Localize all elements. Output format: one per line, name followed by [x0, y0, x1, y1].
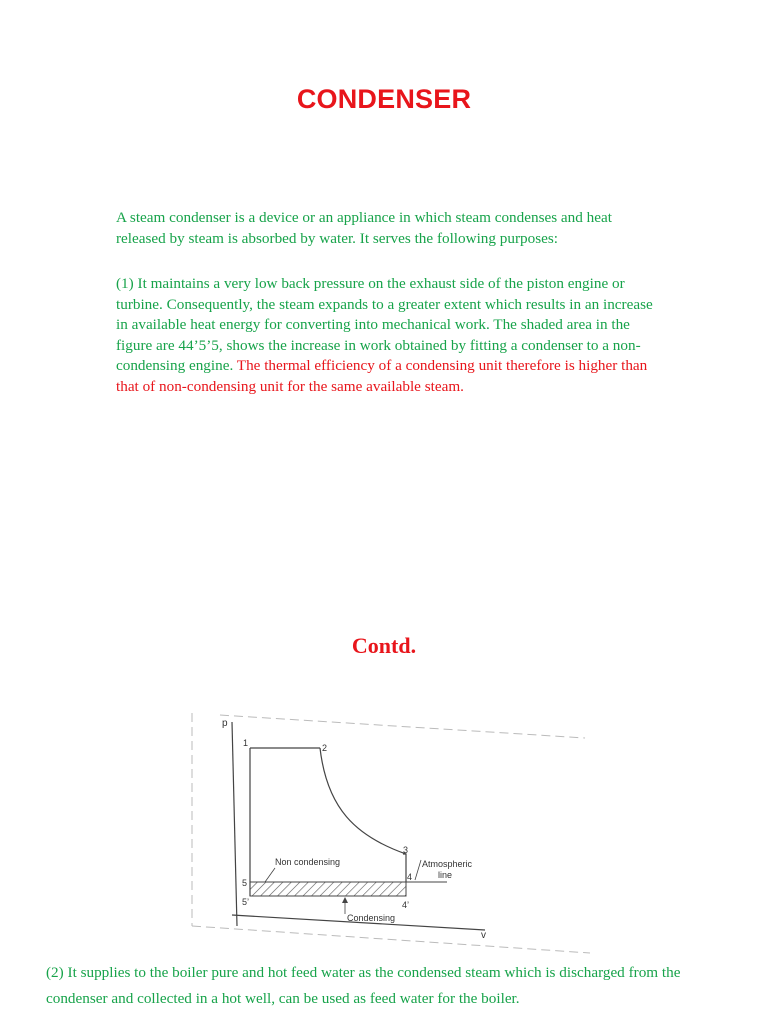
- point-1-paragraph: [116, 274, 656, 398]
- p-axis: [232, 722, 237, 926]
- figure-border-bottom: [192, 926, 590, 953]
- expansion-curve: [320, 748, 409, 855]
- point-5-label: 5: [242, 878, 248, 888]
- atmospheric-label-2: line: [438, 870, 453, 880]
- non-condensing-label: Non condensing: [275, 857, 341, 867]
- p-axis-label: p: [222, 718, 228, 729]
- point-2-label: 2: [322, 743, 328, 753]
- atmospheric-arrow: [415, 860, 421, 880]
- point-1-efficiency-text: The thermal efficiency of a condensing unit therefore is higher than that of non-condensing unit for the same available steam.: [116, 357, 648, 395]
- point-3-label: 3: [403, 845, 409, 855]
- point-4-prime-label: 4’: [402, 900, 410, 910]
- point-2-paragraph: (2) It supplies to the boiler pure and hot feed water as the condensed steam which is discharged from the condenser and collected in a hot well, can be used as feed water for the boiler.: [46, 964, 681, 1007]
- atmospheric-label-1: Atmospheric: [422, 859, 473, 869]
- figure-border-top: [220, 715, 585, 738]
- cycle-outline: [403, 854, 406, 882]
- page-title: CONDENSER: [296, 84, 472, 114]
- point-1-text: (1) It maintains a very low back pressure on the exhaust side of the piston engine or turbine. Consequently, the steam expands to a greater extent which results in an increase in available heat energy for converting into mechanical work. The shaded area in the figure are 44’5’5, shows the increase in work obtained by fitting a condenser to a non-condensing engine.: [116, 275, 653, 375]
- pv-diagram: [185, 708, 595, 958]
- point-5-prime-label: 5’: [242, 897, 250, 907]
- intro-paragraph: A steam condenser is a device or an appliance in which steam condenses and heat released by steam is absorbed by water. It serves the following purposes:: [116, 209, 612, 247]
- point-4-label: 4: [407, 872, 413, 882]
- condensing-work-area: [250, 882, 406, 896]
- point-1-label: 1: [243, 738, 249, 748]
- condensing-label: Condensing: [347, 913, 396, 923]
- v-axis-label: v: [481, 930, 486, 941]
- contd-heading: Contd.: [351, 633, 417, 658]
- non-condensing-arrow: [265, 868, 275, 882]
